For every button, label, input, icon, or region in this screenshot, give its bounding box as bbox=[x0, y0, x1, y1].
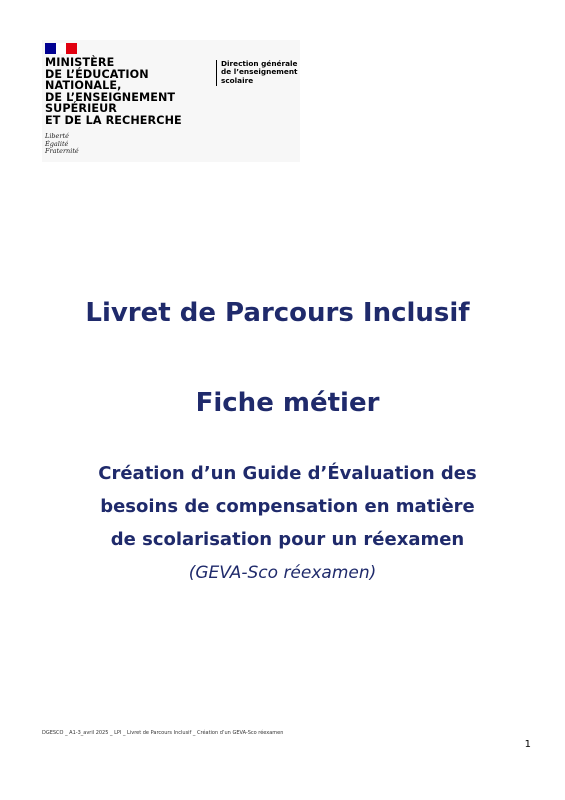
ministry-logo bbox=[42, 40, 300, 162]
french-flag-icon bbox=[45, 43, 77, 54]
page-number: 1 bbox=[524, 739, 531, 750]
flag-red-stripe bbox=[66, 43, 77, 54]
description-line: Création d’un Guide d’Évaluation des bbox=[98, 463, 477, 484]
ministry-name-line: DE L’ÉDUCATION bbox=[45, 67, 149, 81]
directorate-line: de l’enseignement bbox=[221, 67, 298, 77]
republic-motto bbox=[45, 133, 79, 156]
ministry-name-line: SUPÉRIEUR bbox=[45, 102, 118, 116]
description-line: besoins de compensation en matière bbox=[100, 496, 475, 517]
flag-blue-stripe bbox=[45, 43, 56, 54]
ministry-name-line: DE L’ENSEIGNEMENT bbox=[45, 90, 176, 104]
flag-white-stripe bbox=[56, 43, 66, 54]
ministry-name-line: NATIONALE, bbox=[45, 79, 122, 93]
motto-line: Égalité bbox=[45, 139, 69, 148]
description-line: de scolarisation pour un réexamen bbox=[110, 529, 465, 550]
ministry-name bbox=[45, 57, 182, 127]
document-description bbox=[0, 457, 565, 556]
document-acronym: (GEVA-Sco réexamen) bbox=[188, 563, 377, 583]
footer-reference: DGESCO _ A1-3_avril 2025 _ LPI _ Livret de Parcours Inclusif _ Création d’un GEVA-Sco réexamen bbox=[42, 730, 284, 736]
logo-divider bbox=[216, 60, 217, 86]
document-subtitle: Fiche métier bbox=[195, 388, 380, 418]
directorate-line: scolaire bbox=[221, 75, 254, 85]
ministry-name-line: MINISTÈRE bbox=[45, 56, 115, 69]
motto-line: Fraternité bbox=[45, 147, 79, 156]
directorate-name bbox=[221, 60, 298, 85]
directorate-line: Direction générale bbox=[221, 59, 298, 68]
ministry-name-line: ET DE LA RECHERCHE bbox=[45, 113, 182, 127]
motto-line: Liberté bbox=[45, 132, 69, 140]
document-title: Livret de Parcours Inclusif bbox=[85, 298, 470, 328]
